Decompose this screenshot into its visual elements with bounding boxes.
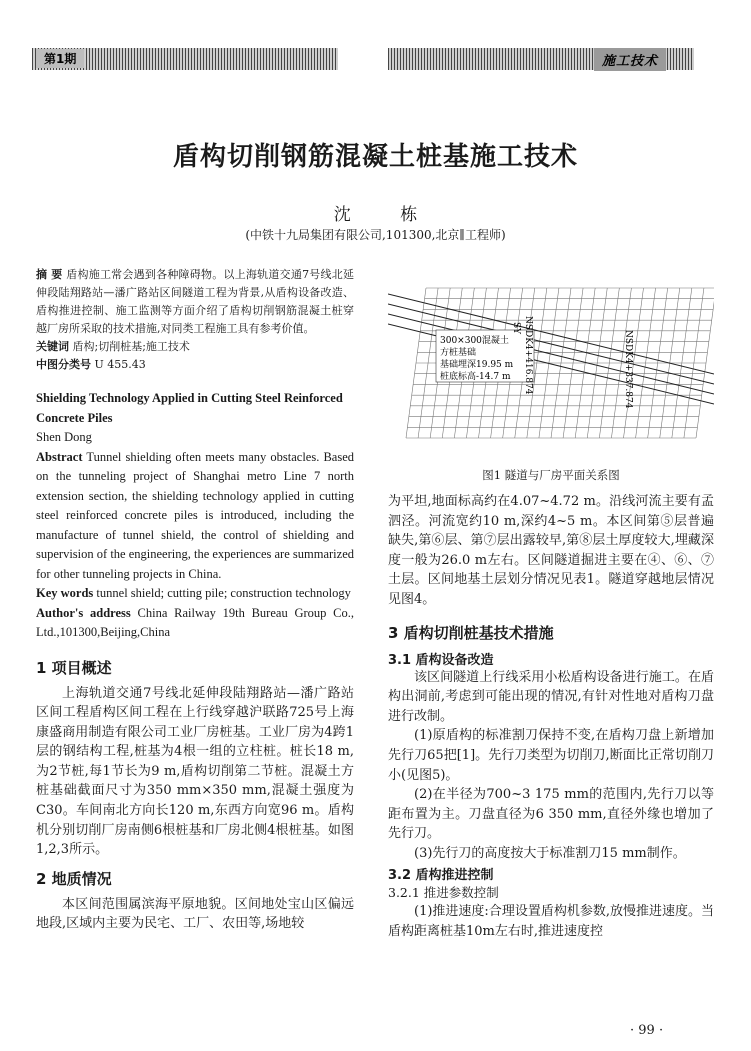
- section-3-1-text: 该区间隧道上行线采用小松盾构设备进行施工。在盾构出洞前,考虑到可能出现的情况,有针对性地对盾构刀盘进行改制。: [388, 669, 714, 724]
- section-1-text: 上海轨道交通7号线北延伸段陆翔路站—潘广路站区间工程盾构区间工程在上行线穿越沪联路725号上海康盛商用制造有限公司工业厂房桩基。工业厂房为4跨1层的钢结构工程,桩基为4根一组的立柱桩。桩长18 m,为2节桩,每1节长为9 m,盾构切削第二节桩。混凝土方桩基础截面尺寸为350 mm×350 mm,混凝土强度为C30。车间南北方向长120 m,东西方向宽96 m。盾构机分别切削厂房南侧6根桩基和厂房北侧4根桩基。如图1,2,3所示。: [36, 685, 354, 858]
- page-title: 盾构切削钢筋混凝土桩基施工技术: [172, 142, 578, 172]
- abstract-cn: [36, 266, 354, 338]
- section-3-1-heading: 3.1 盾构设备改造: [388, 652, 494, 668]
- section-label: 施工技术: [594, 48, 666, 71]
- note-line-2: 方桩基础: [440, 348, 477, 358]
- abstract-text: 盾构施工常会遇到各种障碍物。以上海轨道交通7号线北延伸段陆翔路站—潘广路站区间隧道工程为背景,从盾构设备改造、盾构推进控制、施工监测等方面介绍了盾构切削钢筋混凝土桩穿越厂房所采取的技术措施,对同类工程施工具有参考价值。: [36, 268, 355, 335]
- item-3: (3)先行刀的高度按大于标准割刀15 mm制作。: [414, 845, 686, 861]
- english-address: [36, 604, 354, 643]
- section-3-2-heading: 3.2 盾构推进控制: [388, 867, 494, 883]
- english-keywords-label: Key words: [36, 586, 94, 600]
- classification: [36, 356, 354, 374]
- item-2: (2)在半径为700~3 175 mm的范围内,先行刀以等距布置为主。刀盘直径为6 350 mm,直径外缘也增加了先行刀。: [388, 787, 714, 842]
- right-column: [388, 492, 714, 941]
- english-title: Shielding Technology Applied in Cutting Steel Reinforced Concrete Piles: [36, 391, 343, 425]
- page-number: · 99 ·: [630, 1023, 664, 1038]
- mark-station-2: NSDK4+337.874: [623, 330, 633, 409]
- item-1: (1)原盾构的标准割刀保持不变,在盾构刀盘上新增加先行刀65把[1]。先行刀类型为切削刀,断面比正常切削刀小(见图5)。: [388, 728, 714, 783]
- note-line-4: 桩底标高-14.7 m: [440, 372, 511, 382]
- figure-1-plan: [388, 266, 714, 462]
- affiliation: (中铁十九局集团有限公司,101300,北京∥工程师): [245, 228, 506, 242]
- figure-1-caption: 图1 隧道与厂房平面关系图: [482, 468, 620, 482]
- mark-station-1: NSDK4+416.874: [523, 316, 533, 395]
- keywords-text: 盾构;切削桩基;施工技术: [72, 340, 190, 353]
- note-line-1: 300×300混凝土: [440, 336, 509, 346]
- mark-sy: SY: [511, 322, 521, 335]
- section-2-heading: 2 地质情况: [36, 869, 112, 888]
- item-4: (1)推进速度:合理设置盾构机参数,放慢推进速度。当盾构距离桩基10m左右时,推进速度控: [388, 904, 714, 939]
- english-author: Shen Dong: [36, 430, 92, 444]
- abstract-label: 摘 要: [36, 268, 63, 281]
- english-keywords-text: tunnel shield; cutting pile; construction technology: [96, 586, 351, 600]
- section-1-heading: 1 项目概述: [36, 658, 112, 677]
- classification-label: 中图分类号: [36, 358, 91, 371]
- english-abstract-text: Tunnel shielding often meets many obstacles. Based on the tunneling project of Shanghai metro Line 7 north extension section, the shielding technology applied in cutting steel reinforced concrete piles is introduced, including the manufacture of tunnel shield, the control of shielding and supervision of the engineering, the experiences are summarized for other tunneling projects in China.: [36, 449, 354, 581]
- section-3-2-1-heading: 3.2.1 推进参数控制: [388, 884, 499, 900]
- section-2-text-left: 本区间范围属滨海平原地貌。区间地处宝山区偏远地段,区域内主要为民宅、工厂、农田等,场地较: [36, 896, 354, 932]
- keywords-label: 关键词: [36, 340, 69, 353]
- left-column: [36, 266, 354, 934]
- english-address-label: Author's address: [36, 605, 131, 620]
- english-abstract-label: Abstract: [36, 449, 83, 464]
- english-abstract: [36, 448, 354, 585]
- issue-label: 第1期: [36, 49, 84, 68]
- english-keywords: [36, 584, 354, 604]
- section-3-heading: 3 盾构切削桩基技术措施: [388, 623, 554, 642]
- english-address-text: China Railway 19th Bureau Group Co., Ltd.,101300,Beijing,China: [36, 605, 355, 639]
- keywords-cn: [36, 338, 354, 356]
- classification-code: U 455.43: [94, 358, 146, 371]
- section-2-text-right: 为平坦,地面标高约在4.07~4.72 m。沿线河流主要有孟泗泾。河流宽约10 m,深约4~5 m。本区间第⑤层普遍缺失,第⑥层、第⑦层出露较早,第⑧层土厚度较大,埋藏深度一般为26.0 m左右。区间隧道掘进主要在④、⑥、⑦土层。区间地基土层划分情况见表1。隧道穿越地层情况见图4。: [388, 494, 714, 607]
- author: 沈 栋: [333, 205, 440, 225]
- note-line-3: 基础埋深19.95 m: [440, 360, 514, 370]
